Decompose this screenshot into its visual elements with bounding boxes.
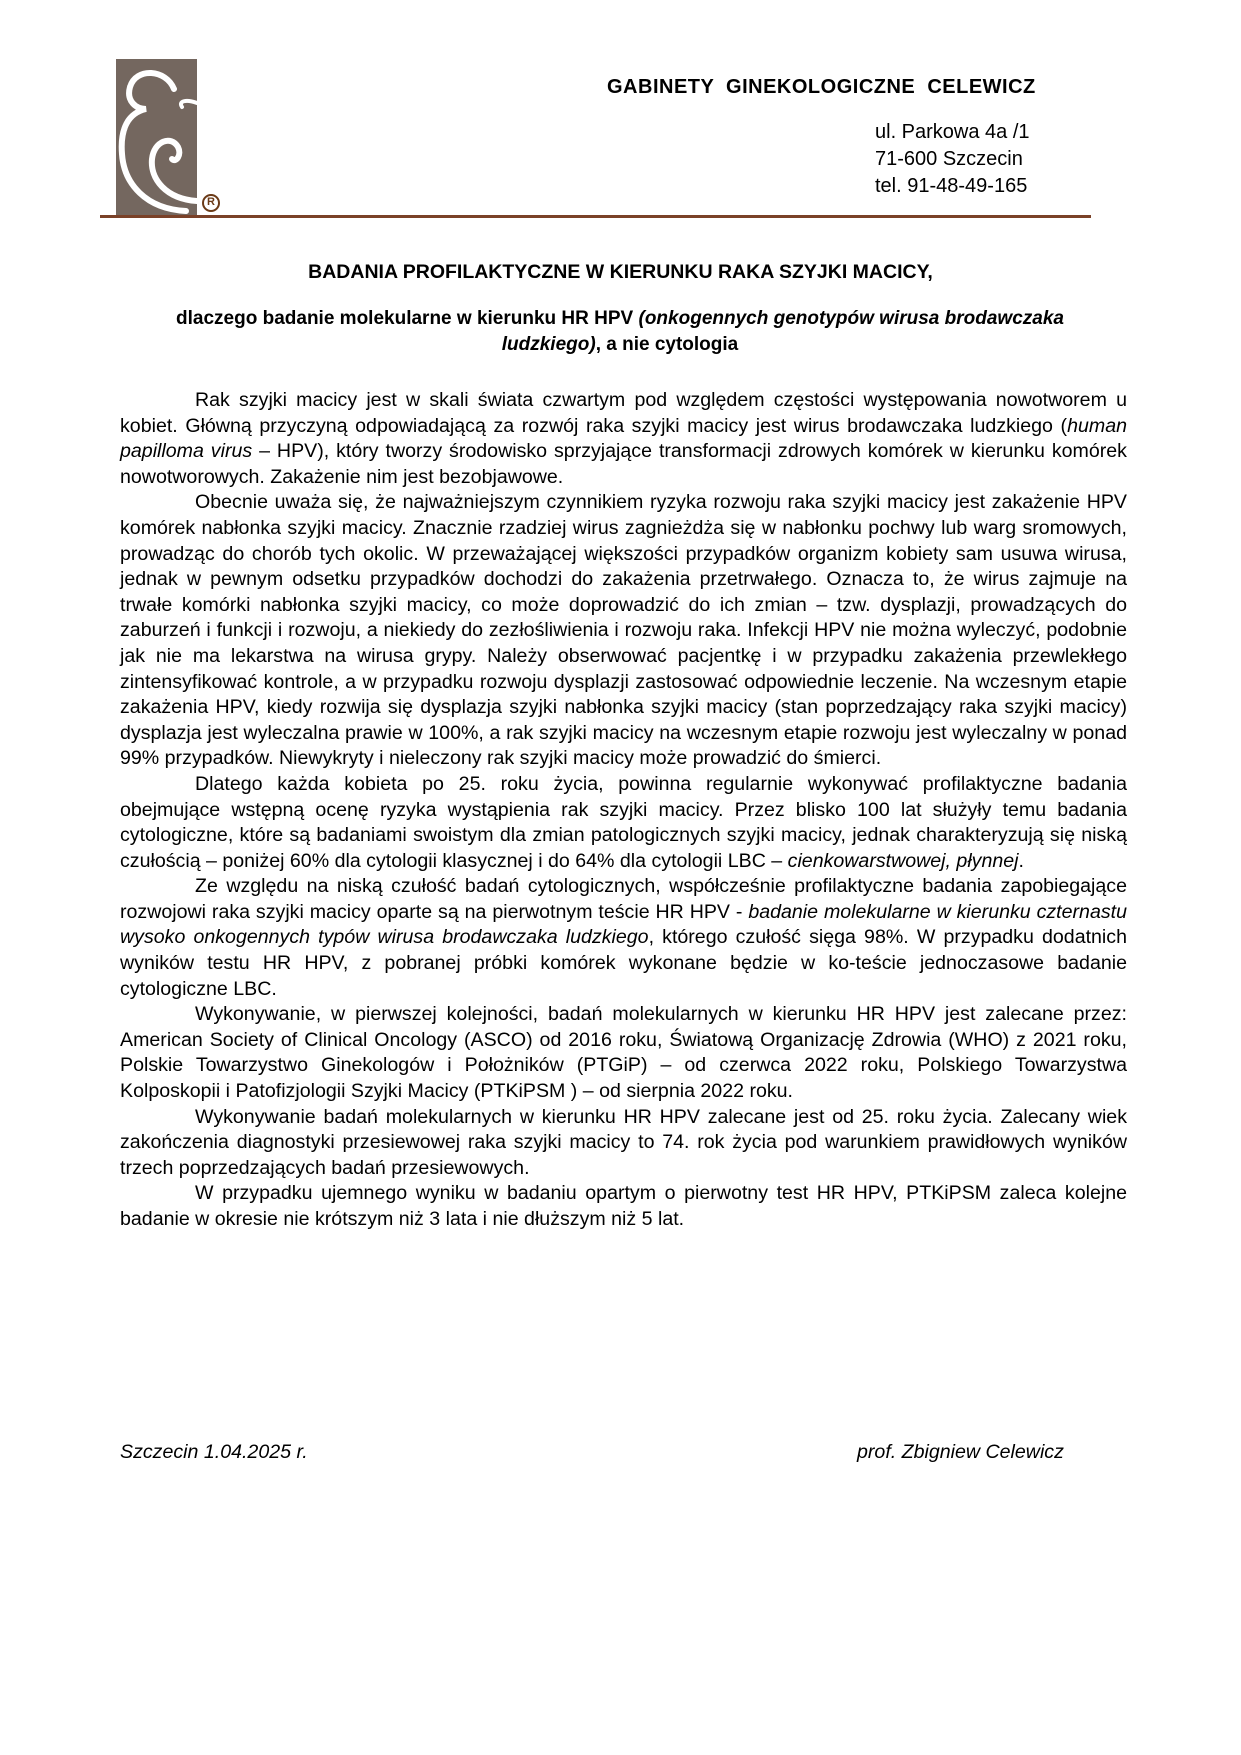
paragraph-text: Wykonywanie badań molekularnych w kierunku HR HPV zalecane jest od 25. roku życia. Zalecany wiek zakończenia diagnostyki przesiewowej raka szyjki macicy to 74. rok życia pod warunkiem prawidłowych wyników trzech poprzedzających badań przesiewowych. [120, 1105, 1127, 1179]
clinic-logo [116, 59, 197, 217]
paragraph-1 [120, 388, 1127, 490]
paragraph-3 [120, 772, 1127, 874]
paragraph-text: W przypadku ujemnego wyniku w badaniu opartym o pierwotny test HR HPV, PTKiPSM zaleca kolejne badanie w okresie nie krótszym niż 3 lata i nie dłuższym niż 5 lat. [120, 1182, 1127, 1230]
address-street: ul. Parkowa 4a /1 [875, 121, 1030, 143]
document-body [120, 388, 1127, 1233]
document-title: BADANIA PROFILAKTYCZNE W KIERUNKU RAKA SZYJKI MACICY, [308, 261, 933, 283]
company-name: GABINETY GINEKOLOGICZNE CELEWICZ [607, 76, 1036, 98]
paragraph-text: Dlatego każda kobieta po 25. roku życia, powinna regularnie wykonywać profilaktyczne badania obejmujące wstępną ocenę ryzyka wystąpienia rak szyjki macicy. Przez blisko 100 lat służyły temu badania cytologiczne, które są badaniami swoistym dla zmian patologicznych szyjki macicy, jednak charakteryzują się niską czułością – poniżej 60% dla cytologii klasycznej i do 64% dla cytologii LBC – [120, 772, 1127, 872]
place-and-date: Szczecin 1.04.2025 r. [120, 1441, 308, 1463]
paragraph-italic: human papilloma virus [120, 414, 1127, 463]
paragraph-text: Obecnie uważa się, że najważniejszym czynnikiem ryzyka rozwoju raka szyjki macicy jest zakażenie HPV komórek nabłonka szyjki macicy. Znacznie rzadziej wirus zagnieżdża się w nabłonku pochwy lub warg sromowych, prowadząc do chorób tych okolic. W przeważającej większości przypadków organizm kobiety sam usuwa wirusa, jednak w pewnym odsetku przypadków dochodzi do zakażenia przetrwałego. Oznacza to, że wirus zajmuje na trwałe komórki nabłonka szyjki macicy, co może doprowadzić do ich zmian – tzw. dysplazji, prowadzących do zaburzeń i funkcji i rozwoju, a niekiedy do zezłośliwienia i rozwoju raka. Infekcji HPV nie można wyleczyć, podobnie jak nie ma lekarstwa na wirusa grypy. Należy obserwować pacjentkę i w przypadku zakażenia przewlekłego zintensyfikować kontrole, a w przypadku rozwoju dysplazji zastosować odpowiednie leczenie. Na wczesnym etapie zakażenia HPV, kiedy rozwija się dysplazja szyjki nabłonka szyjki macicy (stan poprzedzający raka szyjki macicy) dysplazja jest wyleczalna prawie w 100%, a rak szyjki macicy na wczesnym etapie rozwoju jest wyleczalny w ponad 99% przypadków. Niewykryty i nieleczony rak szyjki macicy może prowadzić do śmierci. [120, 491, 1127, 770]
signature: prof. Zbigniew Celewicz [857, 1441, 1064, 1463]
subtitle-end: , a nie cytologia [595, 334, 739, 355]
paragraph-italic: badanie molekularne w kierunku czternastu wysoko onkogennych typów wirusa brodawczaka ludzkiego [120, 900, 1127, 949]
address-phone: tel. 91-48-49-165 [875, 175, 1028, 197]
subtitle-italic: (onkogennych genotypów wirusa brodawczaka ludzkiego) [501, 308, 1064, 355]
subtitle-text: dlaczego badanie molekularne w kierunku HR HPV [176, 308, 639, 329]
paragraph-6 [120, 1105, 1127, 1182]
header-divider [100, 215, 1091, 218]
paragraph-text: Wykonywanie, w pierwszej kolejności, badań molekularnych w kierunku HR HPV jest zalecane przez: American Society of Clinical Oncology (ASCO) od 2016 roku, Światową Organizację Zdrowia (WHO) z 2021 roku, Polskie Towarzystwo Ginekologów i Położników (PTGiP) – od czerwca 2022 roku, Polskiego Towarzystwa Kolposkopii i Patofizjologii Szyjki Macicy (PTKiPSM ) – od sierpnia 2022 roku. [120, 1003, 1127, 1103]
paragraph-7 [120, 1181, 1127, 1232]
paragraph-4 [120, 874, 1127, 1002]
address-city: 71-600 Szczecin [875, 148, 1023, 170]
registered-trademark-icon: R [202, 194, 220, 212]
paragraph-text: . [1018, 849, 1024, 872]
paragraph-text: – HPV), który tworzy środowisko sprzyjające transformacji zdrowych komórek w kierunku komórek nowotworowych. Zakażenie nim jest bezobjawowe. [120, 440, 1127, 488]
paragraph-text: Ze względu na niską czułość badań cytologicznych, współcześnie profilaktyczne badania zapobiegające rozwojowi raka szyjki macicy oparte są na pierwotnym teście HR HPV - [120, 875, 1127, 923]
document-subtitle [140, 306, 1100, 358]
paragraph-5 [120, 1002, 1127, 1104]
paragraph-2 [120, 490, 1127, 772]
company-address [875, 119, 1030, 200]
paragraph-italic: cienkowarstwowej, płynnej [787, 849, 1019, 872]
paragraph-text: Rak szyjki macicy jest w skali świata czwartym pod względem częstości występowania nowotworem u kobiet. Główną przyczyną odpowiadającą za rozwój raka szyjki macicy jest wirus brodawczaka ludzkiego ( [120, 389, 1127, 437]
paragraph-text: , którego czułość sięga 98%. W przypadku dodatnich wyników testu HR HPV, z pobranej próbki komórek wykonane będzie w ko-teście jednoczasowe badanie cytologiczne LBC. [120, 926, 1127, 1000]
ec-monogram-logo-icon [116, 59, 197, 217]
